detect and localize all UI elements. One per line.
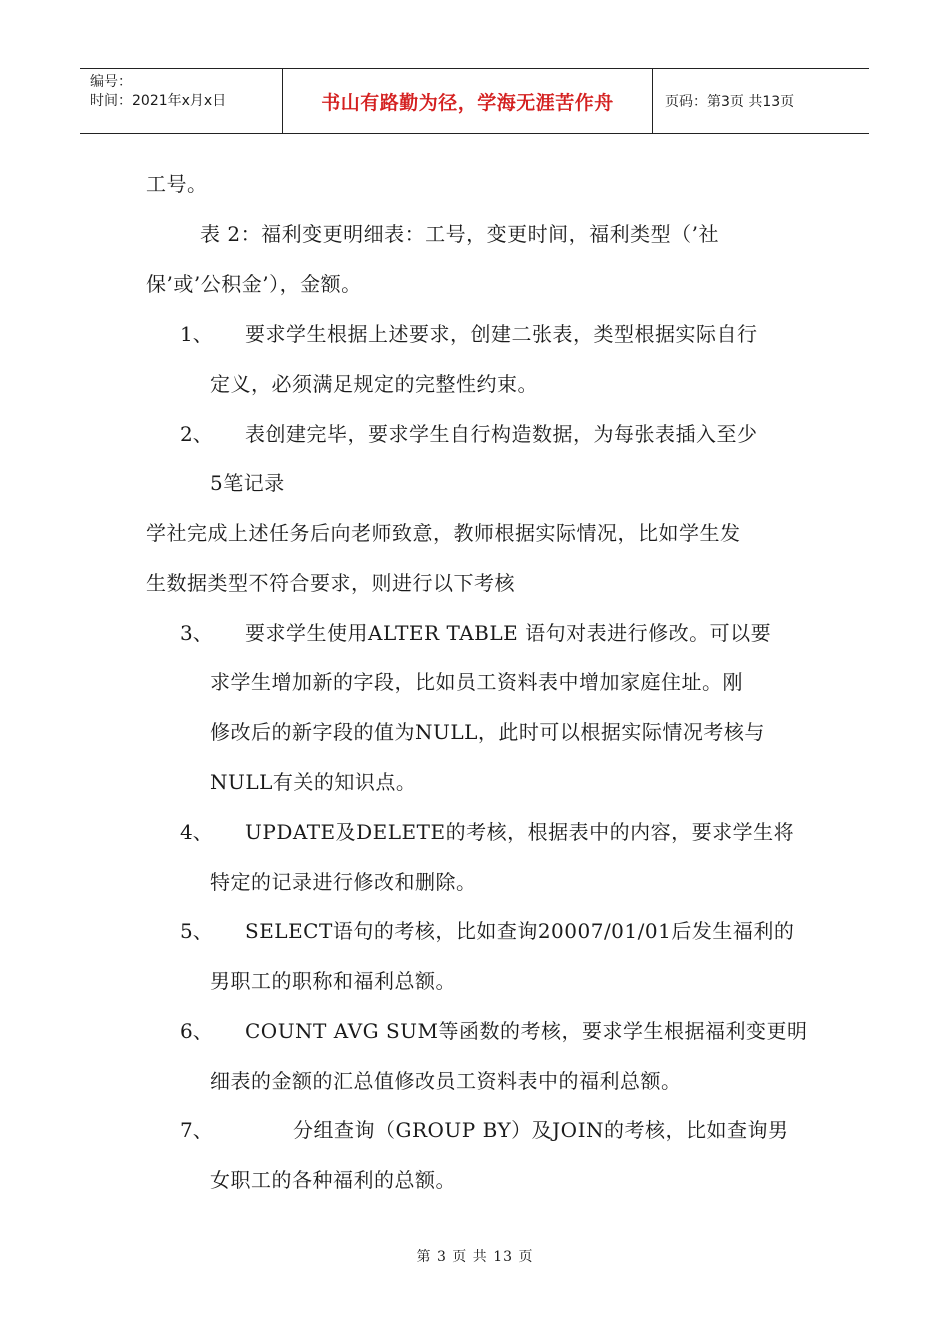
list-number: 5、 — [180, 919, 213, 943]
page-footer: 第 3 页 共 13 页 — [416, 1249, 534, 1265]
list-item-line: 要求学生使用ALTER TABLE 语句对表进行修改。可以要 — [245, 621, 772, 645]
list-item-line: 特定的记录进行修改和删除。 — [210, 870, 477, 894]
list-item-line: 修改后的新字段的值为NULL，此时可以根据实际情况考核与 — [210, 720, 765, 744]
page-header — [80, 68, 869, 134]
list-item-line: 表创建完毕，要求学生自行构造数据，为每张表插入至少 — [245, 422, 758, 446]
text-line: 工号。 — [146, 172, 208, 196]
list-number: 7、 — [180, 1118, 213, 1142]
header-number: 编号： — [90, 74, 132, 90]
list-item-line: 要求学生根据上述要求，创建二张表，类型根据实际自行 — [245, 322, 758, 346]
text-line: 生数据类型不符合要求，则进行以下考核 — [146, 571, 515, 595]
text-line: 表 2：福利变更明细表：工号，变更时间，福利类型（’社 — [200, 222, 719, 246]
list-item-line: 定义，必须满足规定的完整性约束。 — [210, 372, 538, 396]
list-item-line: UPDATE及DELETE的考核，根据表中的内容，要求学生将 — [245, 820, 795, 844]
text-line: 保’或’公积金’），金额。 — [146, 272, 362, 296]
list-item-line: 细表的金额的汇总值修改员工资料表中的福利总额。 — [210, 1069, 682, 1093]
list-number: 3、 — [180, 621, 213, 645]
list-item-line: SELECT语句的考核，比如查询20007/01/01后发生福利的 — [245, 919, 795, 943]
text-line: 学社完成上述任务后向老师致意，教师根据实际情况，比如学生发 — [146, 521, 741, 545]
list-item-line: 男职工的职称和福利总额。 — [210, 969, 456, 993]
list-number: 6、 — [180, 1019, 213, 1043]
header-page-number: 页码：第3页 共13页 — [665, 94, 795, 110]
list-number: 2、 — [180, 422, 213, 446]
header-date: 时间：2021年x月x日 — [90, 93, 227, 109]
list-item-line: COUNT AVG SUM等函数的考核，要求学生根据福利变更明 — [245, 1019, 808, 1043]
list-item-line: 5笔记录 — [210, 471, 285, 495]
list-number: 4、 — [180, 820, 213, 844]
header-meta — [80, 69, 283, 133]
list-item-line: NULL有关的知识点。 — [210, 770, 417, 794]
list-item-line: 求学生增加新的字段，比如员工资料表中增加家庭住址。刚 — [210, 670, 743, 694]
list-item-line: 女职工的各种福利的总额。 — [210, 1168, 456, 1192]
header-motto: 书山有路勤为径，学海无涯苦作舟 — [283, 69, 653, 133]
list-item-line: 分组查询（GROUP BY）及JOIN的考核，比如查询男 — [293, 1118, 789, 1142]
list-number: 1、 — [180, 322, 213, 346]
